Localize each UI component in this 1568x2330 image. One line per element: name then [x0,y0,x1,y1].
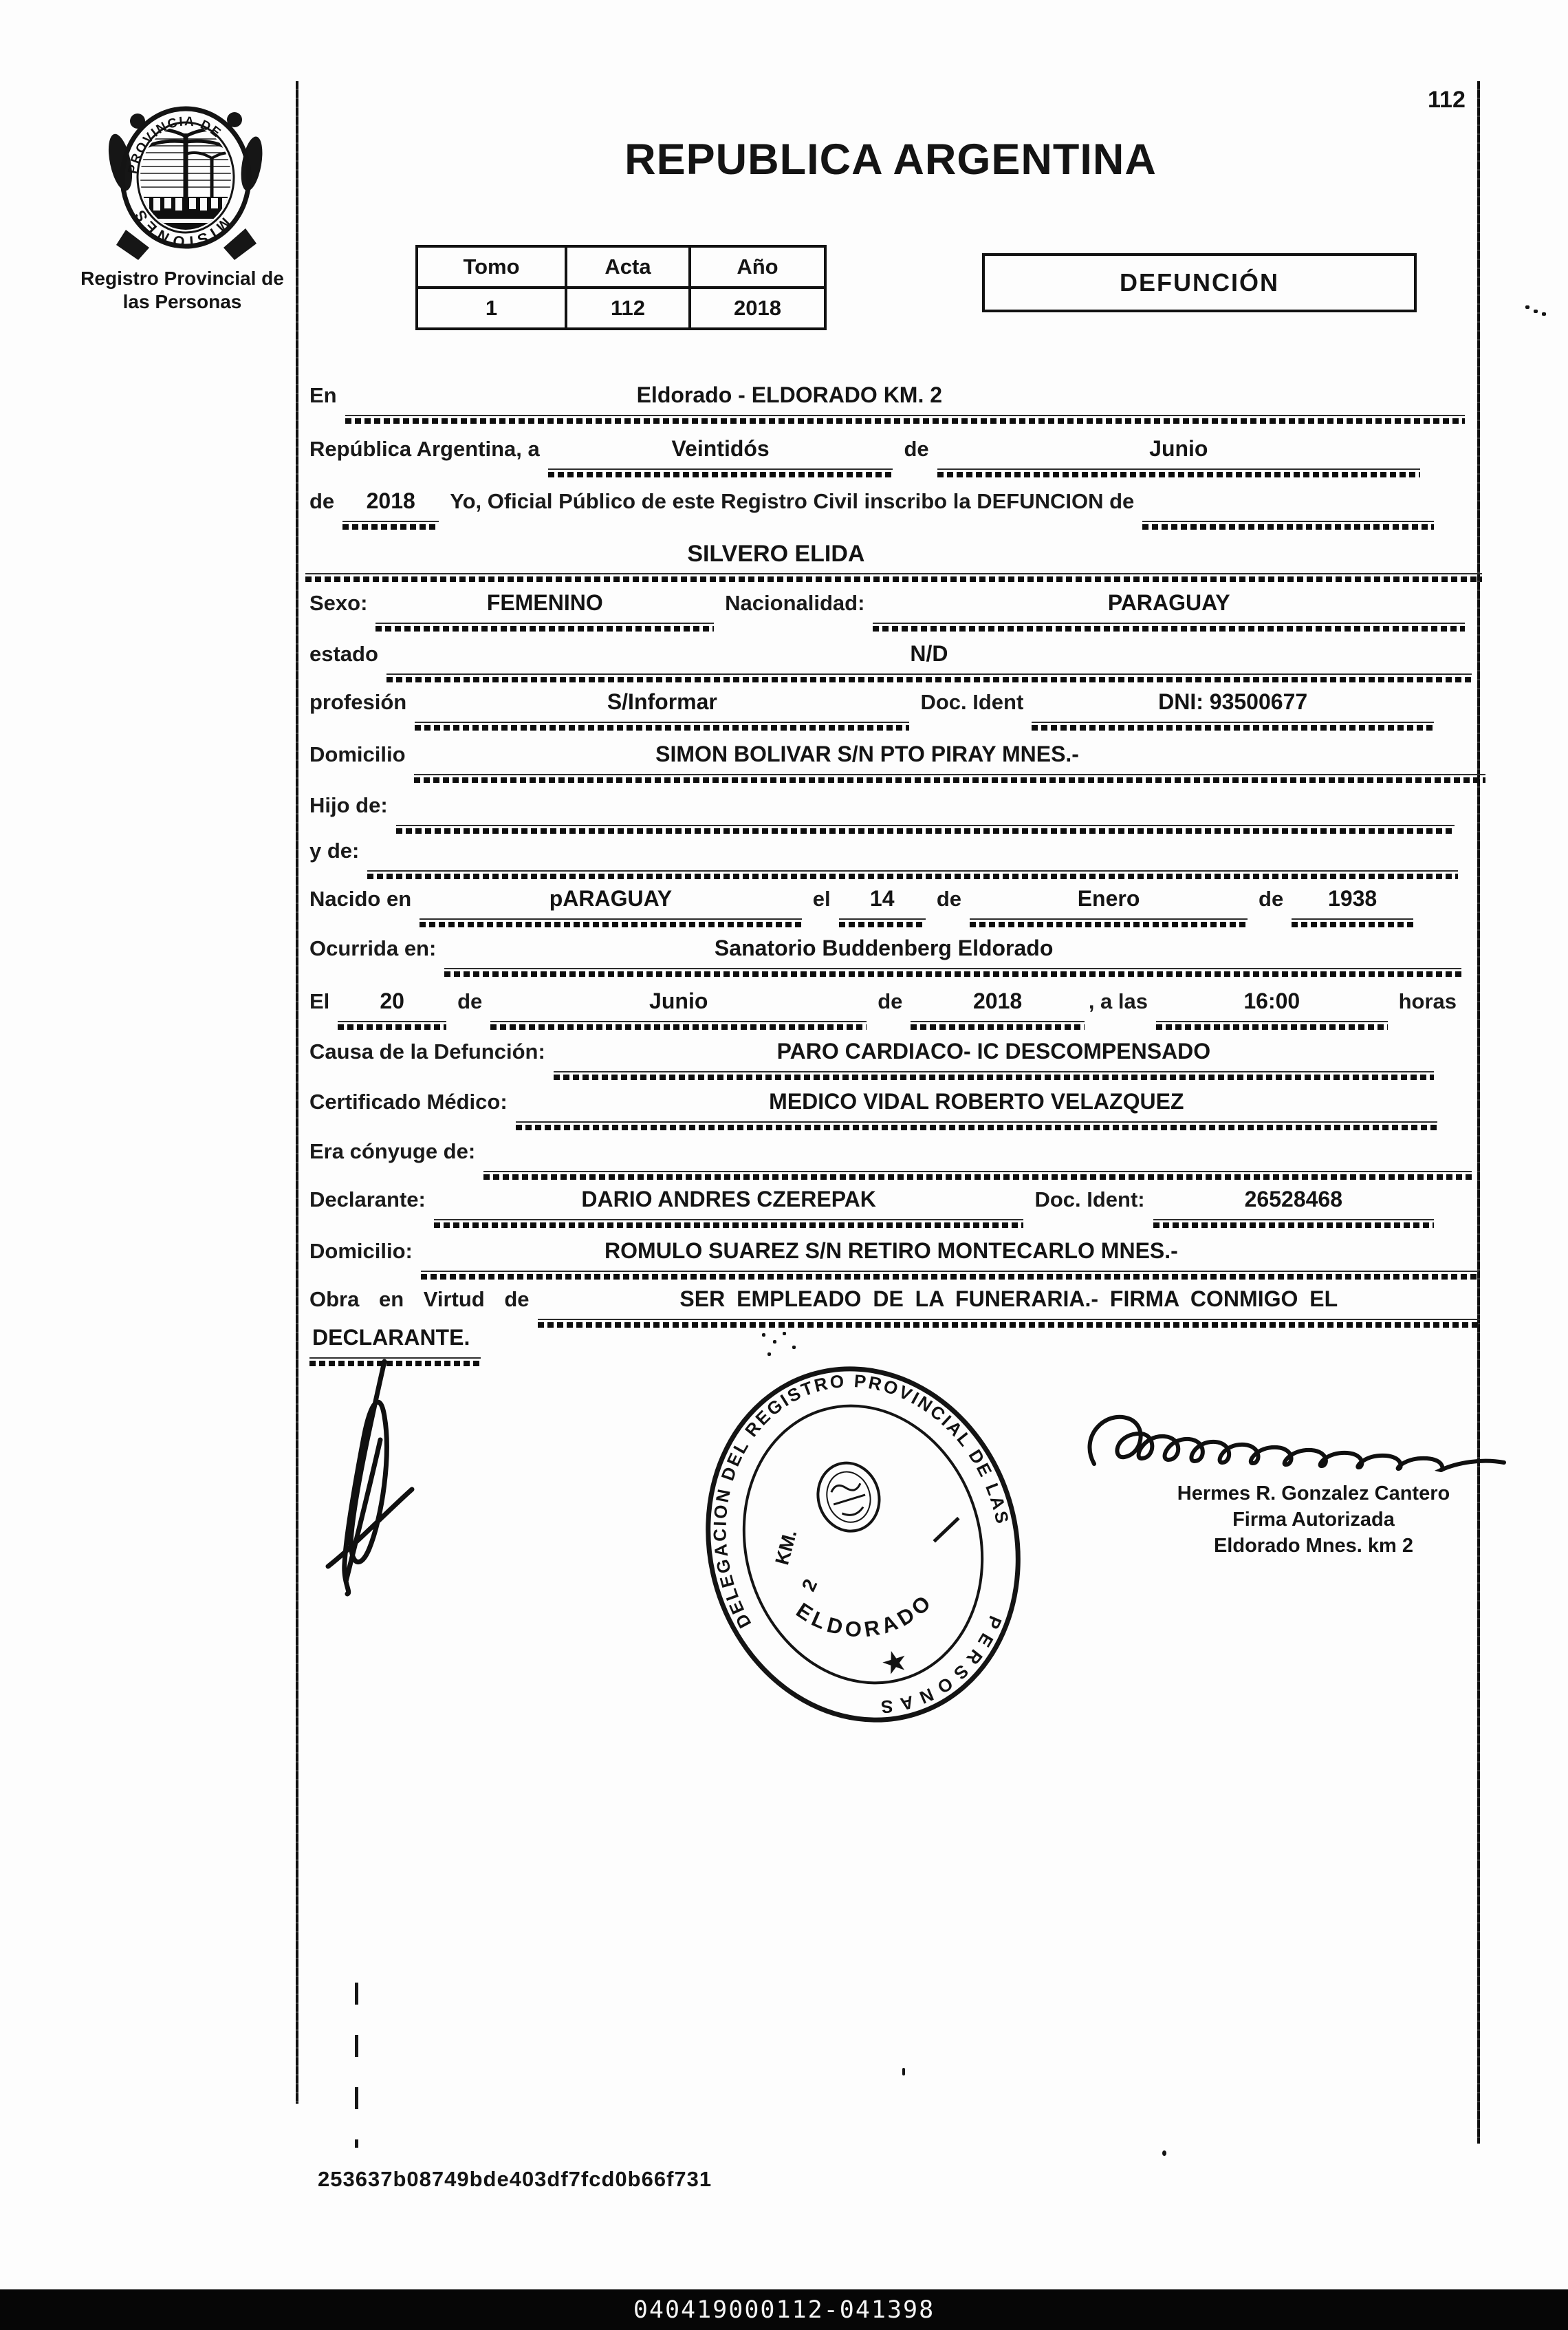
form-line-certificado [309,1089,1437,1123]
form-line-anio [309,488,1434,522]
form-line-domicilio-declarante [309,1238,1479,1272]
label-el: el [812,887,831,911]
form-line-en [309,382,1465,416]
field-mes-registro: Junio [937,436,1420,470]
label-doc-ident-2: Doc. Ident: [1034,1187,1145,1211]
stamp-ring-text-bottom: PERSONAS [873,1612,1006,1718]
field-obra-declarante: DECLARANTE. [309,1325,481,1359]
field-dia-nacimiento: 14 [839,886,926,920]
stamp-city-text: ELDORADO [792,1588,939,1642]
label-declarante: Declarante: [309,1187,426,1211]
signature-role: Firma Autorizada [1232,1509,1395,1531]
acta-value-tomo: 1 [417,288,566,329]
field-mes-nacimiento: Enero [970,886,1248,920]
field-trailing-dots [1142,488,1434,522]
field-profesion: S/Informar [415,689,909,723]
seal-caption [69,267,296,314]
field-domicilio: SIMON BOLIVAR S/N PTO PIRAY MNES.- [414,742,1485,775]
footer-strip [0,2289,1568,2330]
acta-table [415,245,827,330]
label-doc-ident: Doc. Ident [920,690,1024,714]
acta-value-anio: 2018 [690,288,825,329]
form-line-conyuge [309,1139,1472,1172]
field-certificado: MEDICO VIDAL ROBERTO VELAZQUEZ [516,1089,1437,1123]
form-line-obra [309,1286,1480,1320]
misiones-seal-icon [100,94,272,272]
acta-table-value-row [417,288,825,329]
svg-text:DELEGACION DEL REGISTRO PROVIN [667,1332,1022,1633]
field-causa: PARO CARDIACO- IC DESCOMPENSADO [554,1039,1434,1072]
right-margin-rule [1477,81,1480,2144]
label-profesion: profesión [309,690,407,714]
declarant-signature [313,1352,444,1606]
label-conyuge: Era cónyuge de: [309,1139,476,1163]
field-obra-en-virtud: SER EMPLEADO DE LA FUNERARIA.- FIRMA CONMIGO EL [538,1286,1480,1320]
label-domicilio-2: Domicilio: [309,1239,413,1263]
field-dni: DNI: 93500677 [1032,689,1434,723]
signature-name: Hermes R. Gonzalez Cantero [1177,1482,1450,1504]
field-conyuge [483,1139,1472,1172]
field-hijo-de [396,792,1455,826]
label-oficial-publico: Yo, Oficial Público de este Registro Civil inscribo la DEFUNCION de [450,489,1135,513]
field-anio-nacimiento: 1938 [1292,886,1413,920]
label-de-2: de [309,489,335,513]
form-line-domicilio [309,742,1485,775]
label-hijo-de: Hijo de: [309,793,388,817]
form-line-ocurrida [309,936,1461,969]
label-nacionalidad: Nacionalidad: [725,591,865,615]
label-de-6: de [878,989,903,1013]
field-hora-defuncion: 16:00 [1156,989,1388,1022]
field-anio-registro: 2018 [342,488,439,522]
ink-dot-bottom [1162,2150,1166,2156]
stamp-emblem-icon [809,1455,887,1538]
label-de-1: de [904,437,929,461]
form-line-fecha [309,436,1420,470]
field-declarante: DARIO ANDRES CZEREPAK [434,1187,1024,1220]
acta-table-header-row [417,246,825,288]
label-nacido-en: Nacido en [309,887,412,911]
doc-type-box: DEFUNCIÓN [982,253,1417,312]
form-line-declarante [309,1187,1434,1220]
label-republica: República Argentina, a [309,437,540,461]
label-de-4: de [1259,887,1284,911]
label-el-2: El [309,989,330,1013]
label-sexo: Sexo: [309,591,368,615]
stamp-km-number: 2 [797,1575,822,1595]
field-lugar-defuncion: Sanatorio Buddenberg Eldorado [444,936,1461,969]
registry-stamp [650,1324,1076,1765]
label-en: En [309,383,337,407]
ink-speckle [762,1333,765,1337]
label-domicilio: Domicilio [309,742,406,766]
document-hash: 253637b08749bde403df7fcd0b66f731 [318,2167,712,2191]
acta-value-acta: 112 [566,288,690,329]
signature-block [1142,1480,1485,1559]
form-line-nacido [309,886,1413,920]
acta-header-acta: Acta [566,246,690,288]
label-causa: Causa de la Defunción: [309,1039,545,1064]
label-de-3: de [936,887,962,911]
footer-code: 040419000112-041398 [633,2296,935,2324]
form-line-y-de [309,838,1458,872]
label-de-5: de [457,989,483,1013]
seal-ring-top-text: PROVINCIA DE [125,114,224,175]
stamp-km-text: KM. [771,1527,801,1567]
stamp-ring-text: DELEGACION DEL REGISTRO PROVINCIAL DE LAS [709,1370,1014,1632]
field-lugar-nacimiento: pARAGUAY [420,886,802,920]
field-mes-defuncion: Junio [490,989,867,1022]
svg-text:ELDORADO [787,1562,943,1663]
label-horas: horas [1398,989,1457,1013]
document-title: REPUBLICA ARGENTINA [624,136,1157,184]
field-anio-defuncion: 2018 [911,989,1084,1022]
label-ocurrida-en: Ocurrida en: [309,936,437,960]
form-line-fallecimiento [309,989,1465,1022]
label-estado: estado [309,642,378,666]
form-line-profesion [309,689,1434,723]
page-number: 112 [1428,87,1466,113]
field-y-de [367,838,1458,872]
label-y-de: y de: [309,839,360,863]
field-lugar-registro: Eldorado - ELDORADO KM. 2 [345,382,1465,416]
label-a-las: , a las [1088,989,1148,1013]
label-obra-en-virtud: Obra en Virtud de [309,1287,530,1311]
stamp-star-icon: ★ [876,1642,913,1683]
label-certificado: Certificado Médico: [309,1090,508,1114]
form-line-sexo [309,590,1465,624]
field-doc-declarante: 26528468 [1153,1187,1434,1220]
dashed-fold-marks [355,1983,358,2148]
field-estado: N/D [386,641,1472,675]
seal-ring-bottom-text: MISIONES [129,204,235,251]
form-line-nombre [305,541,1482,574]
field-sexo: FEMENINO [375,590,714,624]
ink-mark-right [1525,305,1529,309]
seal-caption-line2: las Personas [122,291,242,312]
seal-caption-line1: Registro Provincial de [80,268,284,289]
field-dia-letras: Veintidós [548,436,893,470]
field-nacionalidad: PARAGUAY [873,590,1465,624]
field-nombre-difunto: SILVERO ELIDA [305,541,1482,574]
acta-header-anio: Año [690,246,825,288]
form-line-causa [309,1039,1434,1072]
form-line-estado [309,641,1472,675]
left-margin-rule [296,81,298,2104]
ink-mark-bottom-left [902,2068,905,2075]
field-domicilio-declarante: ROMULO SUAREZ S/N RETIRO MONTECARLO MNES.- [421,1238,1479,1272]
signature-place: Eldorado Mnes. km 2 [1213,1535,1414,1557]
field-dia-defuncion: 20 [338,989,446,1022]
form-line-hijo-de [309,792,1455,826]
acta-header-tomo: Tomo [417,246,566,288]
